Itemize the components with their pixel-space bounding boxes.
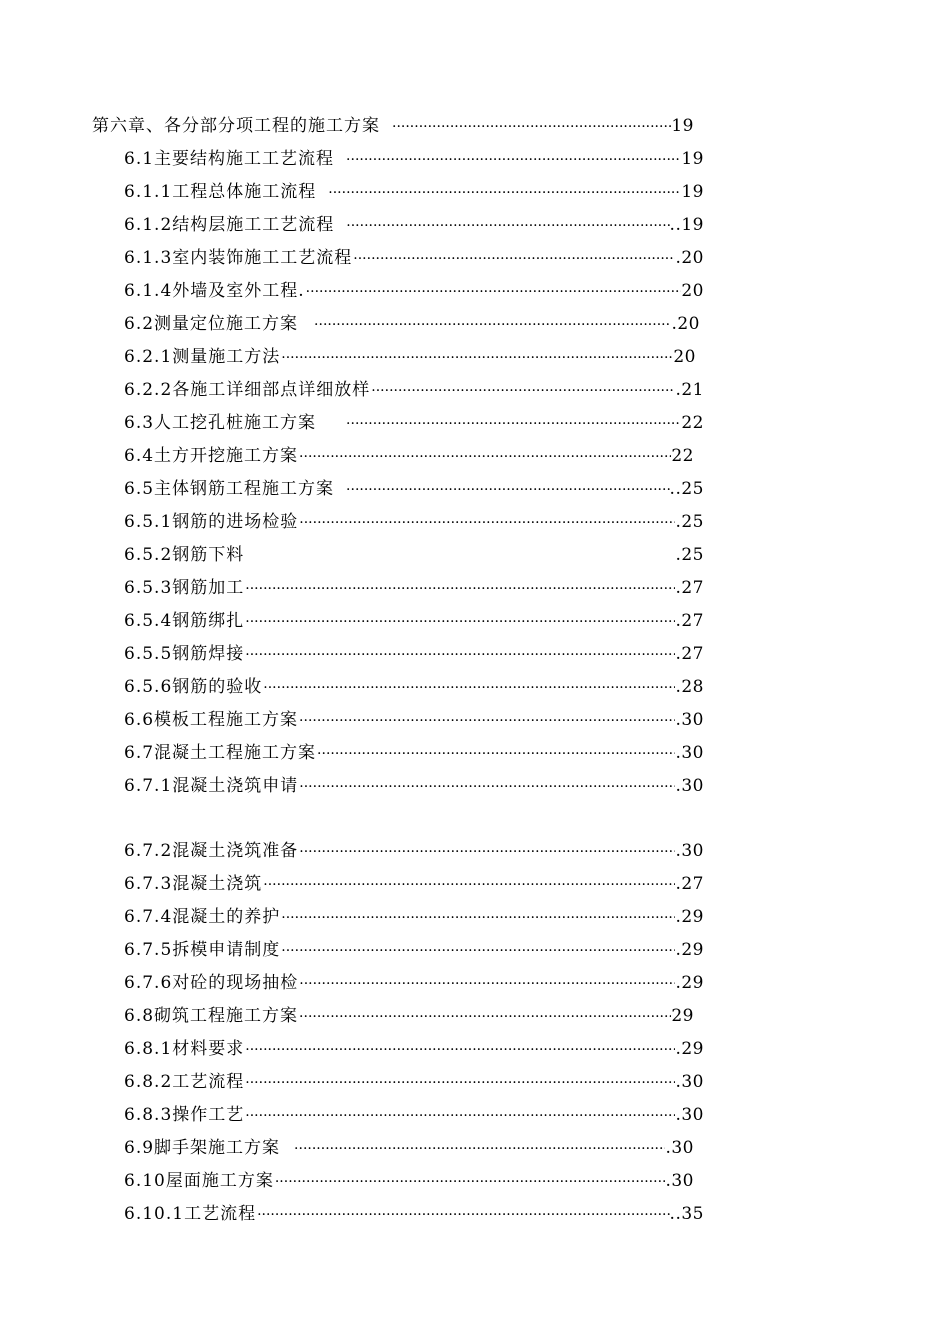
toc-entry-text: 6.8.3操作工艺 xyxy=(124,1105,245,1125)
dot-leader xyxy=(274,1169,666,1195)
toc-entry[interactable] xyxy=(124,1069,704,1095)
dot-leader xyxy=(334,147,681,173)
toc-page-number: ..19 xyxy=(669,215,704,235)
toc-entry[interactable] xyxy=(124,707,704,733)
toc-page-number: 29 xyxy=(671,1006,694,1026)
dot-leader xyxy=(280,345,673,371)
toc-entry[interactable] xyxy=(124,1102,704,1128)
toc-page-number: ..35 xyxy=(669,1204,704,1224)
toc-entry-text: 6.5.2钢筋下料 xyxy=(124,545,245,565)
toc-entry[interactable] xyxy=(124,476,704,502)
dot-leader xyxy=(316,741,675,767)
toc-entry[interactable] xyxy=(124,179,704,205)
toc-page-number: .27 xyxy=(675,874,704,894)
toc-entry[interactable] xyxy=(124,871,704,897)
toc-entry[interactable] xyxy=(124,904,704,930)
toc-page-number: .25 xyxy=(675,512,704,532)
toc-entry-text: 6.4土方开挖施工方案 xyxy=(124,446,299,466)
dot-leader xyxy=(298,312,671,338)
toc-page-number: .20 xyxy=(671,314,700,334)
toc-entry[interactable] xyxy=(124,410,704,436)
toc-entry-text: 6.8.2工艺流程 xyxy=(124,1072,245,1092)
toc-entry[interactable] xyxy=(124,740,704,766)
dot-leader xyxy=(280,938,675,964)
toc-entry-text: 6.7.2混凝土浇筑准备 xyxy=(124,841,299,861)
toc-entry-text: 6.2.2各施工详细部点详细放样 xyxy=(124,380,371,400)
toc-entry-chapter-6[interactable] xyxy=(92,113,694,139)
toc-entry-text: 6.5.3钢筋加工 xyxy=(124,578,245,598)
toc-entry-text: 6.6模板工程施工方案 xyxy=(124,710,299,730)
toc-entry-text: 6.5.4钢筋绑扎 xyxy=(124,611,245,631)
dot-leader xyxy=(298,774,675,800)
toc-entry[interactable] xyxy=(124,608,704,634)
toc-entry-text: 6.8砌筑工程施工方案 xyxy=(124,1006,299,1026)
toc-entry[interactable] xyxy=(124,1135,694,1161)
toc-entry[interactable] xyxy=(124,1036,704,1062)
toc-entry[interactable] xyxy=(124,937,704,963)
dot-leader xyxy=(352,246,675,272)
dot-leader xyxy=(298,1004,671,1030)
toc-page-number: .20 xyxy=(675,248,704,268)
toc-entry-text: 6.10.1工艺流程 xyxy=(124,1204,257,1224)
toc-entry[interactable] xyxy=(124,344,696,370)
toc-entry-text: 6.8.1材料要求 xyxy=(124,1039,245,1059)
dot-leader xyxy=(298,444,671,470)
toc-entry-text: 6.7.1混凝土浇筑申请 xyxy=(124,776,299,796)
toc-entry[interactable] xyxy=(124,1003,694,1029)
dot-leader xyxy=(244,576,675,602)
dot-leader xyxy=(262,872,675,898)
toc-entry[interactable] xyxy=(124,146,704,172)
toc-entry-text: 6.1主要结构施工工艺流程 xyxy=(124,149,335,169)
toc-page-number: .30 xyxy=(675,776,704,796)
toc-entry[interactable] xyxy=(124,509,704,535)
toc-page-number: .27 xyxy=(675,578,704,598)
dot-leader xyxy=(370,378,675,404)
dot-leader xyxy=(298,839,675,865)
toc-page-number: .28 xyxy=(675,677,704,697)
toc-entry[interactable] xyxy=(124,311,700,337)
toc-entry-text: 6.5主体钢筋工程施工方案 xyxy=(124,479,335,499)
toc-entry-text: 6.1.1工程总体施工流程 xyxy=(124,182,317,202)
toc-page-number: .29 xyxy=(675,1039,704,1059)
toc-page-number: 20 xyxy=(681,281,704,301)
toc-entry[interactable] xyxy=(124,377,704,403)
dot-leader xyxy=(244,1037,675,1063)
toc-page-number: .30 xyxy=(675,743,704,763)
dot-leader xyxy=(334,213,669,239)
dot-leader xyxy=(298,510,675,536)
dot-leader xyxy=(244,1070,675,1096)
toc-page-number: 19 xyxy=(671,116,694,136)
dot-leader xyxy=(316,180,681,206)
toc-entry-text: 6.7.3混凝土浇筑 xyxy=(124,874,263,894)
toc-page-number: .29 xyxy=(675,907,704,927)
toc-entry-text: 6.1.3室内装饰施工工艺流程 xyxy=(124,248,353,268)
toc-entry[interactable] xyxy=(124,1201,704,1227)
dot-leader xyxy=(244,609,675,635)
toc-entry-text: 6.7.6对砼的现场抽检 xyxy=(124,973,299,993)
dot-leader xyxy=(244,642,675,668)
toc-page-number: .27 xyxy=(675,644,704,664)
toc-entry[interactable] xyxy=(124,674,704,700)
dot-leader xyxy=(316,411,681,437)
dot-leader xyxy=(298,971,675,997)
toc-page-number: .30 xyxy=(665,1171,694,1191)
toc-page-number: .29 xyxy=(675,940,704,960)
toc-page-number: .27 xyxy=(675,611,704,631)
toc-entry-text: 6.5.1钢筋的进场检验 xyxy=(124,512,299,532)
toc-entry-text: 6.5.5钢筋焊接 xyxy=(124,644,245,664)
dot-leader xyxy=(256,1202,669,1228)
toc-page-number: 19 xyxy=(681,182,704,202)
toc-entry[interactable] xyxy=(124,443,694,469)
dot-leader xyxy=(244,1103,675,1129)
toc-page-number: .29 xyxy=(675,973,704,993)
toc-page-number: .30 xyxy=(675,1105,704,1125)
toc-entry[interactable] xyxy=(124,838,704,864)
toc-entry[interactable] xyxy=(124,278,704,304)
toc-page-number: .30 xyxy=(675,841,704,861)
toc-entry[interactable] xyxy=(124,773,704,799)
dot-leader xyxy=(298,708,675,734)
toc-page-number: 19 xyxy=(681,149,704,169)
toc-page-number: .21 xyxy=(675,380,704,400)
toc-entry[interactable] xyxy=(124,641,704,667)
toc-page-number: .30 xyxy=(675,1072,704,1092)
toc-page-number: .25 xyxy=(675,545,704,565)
toc-entry[interactable] xyxy=(124,245,704,271)
toc-entry-text: 6.7混凝土工程施工方案 xyxy=(124,743,317,763)
toc-entry-text: 6.2.1测量施工方法 xyxy=(124,347,281,367)
toc-entry-text: 6.9脚手架施工方案 xyxy=(124,1138,281,1158)
toc-entry-text: 6.5.6钢筋的验收 xyxy=(124,677,263,697)
toc-page-number: ..25 xyxy=(669,479,704,499)
toc-entry[interactable] xyxy=(124,1168,694,1194)
dot-leader xyxy=(305,279,682,305)
toc-page-number: 22 xyxy=(671,446,694,466)
toc-entry[interactable] xyxy=(124,212,704,238)
toc-entry-text: 6.7.4混凝土的养护 xyxy=(124,907,281,927)
toc-entry-text: 第六章、各分部分项工程的施工方案 xyxy=(92,116,380,136)
toc-entry-text: 6.2测量定位施工方案 xyxy=(124,314,299,334)
dot-leader xyxy=(280,905,675,931)
toc-entry[interactable] xyxy=(124,970,704,996)
dot-leader xyxy=(380,114,671,140)
toc-entry-text: 6.1.4外墙及室外工程. xyxy=(124,281,305,301)
toc-page-number: .30 xyxy=(665,1138,694,1158)
toc-page-number: 22 xyxy=(681,413,704,433)
toc-entry-text: 6.1.2结构层施工工艺流程 xyxy=(124,215,335,235)
toc-entry-text: 6.10屋面施工方案 xyxy=(124,1171,274,1191)
toc-entry[interactable] xyxy=(124,542,704,568)
dot-leader xyxy=(280,1136,665,1162)
toc-entry-text: 6.7.5拆模申请制度 xyxy=(124,940,281,960)
toc-entry-text: 6.3人工挖孔桩施工方案 xyxy=(124,413,317,433)
toc-page-number: 20 xyxy=(673,347,696,367)
toc-page-number: .30 xyxy=(675,710,704,730)
dot-leader xyxy=(262,675,675,701)
toc-entry[interactable] xyxy=(124,575,704,601)
dot-leader xyxy=(334,477,670,503)
